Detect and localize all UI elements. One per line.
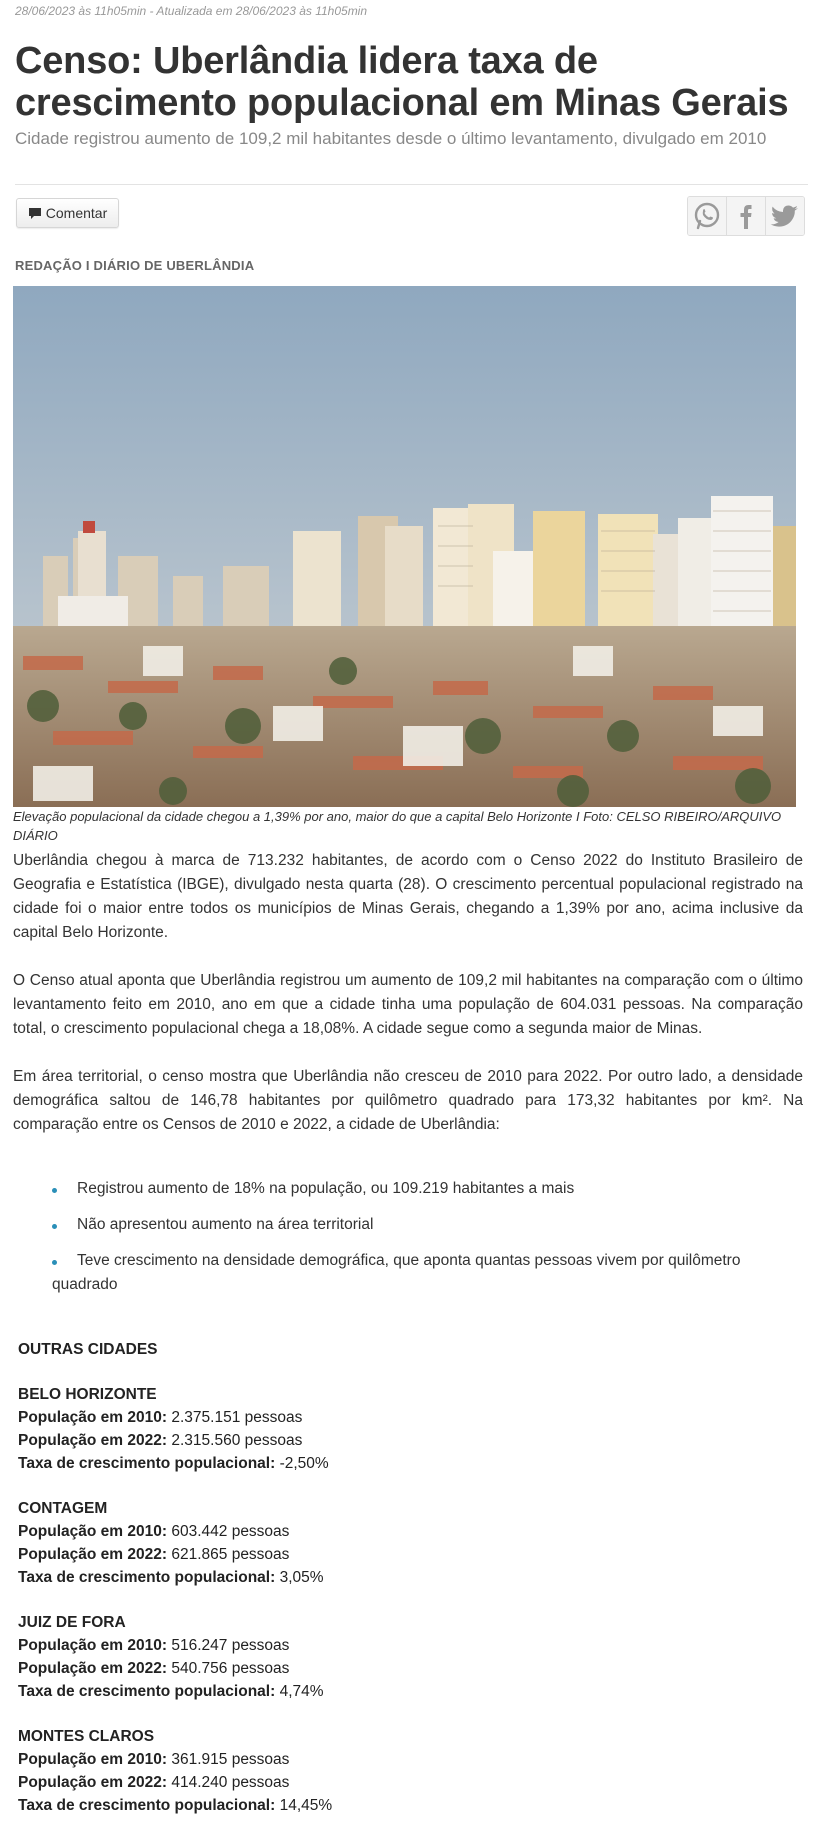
city-block: [18, 1611, 808, 1703]
article-photo: [13, 286, 796, 807]
city-name: JUIZ DE FORA: [18, 1614, 126, 1631]
city-name: MONTES CLAROS: [18, 1728, 155, 1745]
photo-caption: Elevação populacional da cidade chegou a 1,39% por ano, maior do que a capital Belo Horizonte I Foto: CELSO RIBEIRO/ARQUIVO DIÁRIO: [13, 809, 782, 843]
share-whatsapp-button[interactable]: [688, 197, 727, 235]
label-pop-2010: População em 2010:: [18, 1409, 168, 1426]
pop-2010-value: 516.247 pessoas: [171, 1637, 290, 1654]
bullet-dot: [52, 1188, 57, 1193]
list-item-text: Teve crescimento na densidade demográfica, que aponta quantas pessoas vivem por quilômetro quadrado: [52, 1252, 741, 1293]
label-growth-rate: Taxa de crescimento populacional:: [18, 1569, 276, 1586]
label-pop-2010: População em 2010:: [18, 1523, 168, 1540]
article-paragraph: Em área territorial, o censo mostra que Uberlândia não cresceu de 2010 para 2022. Por outro lado, a densidade demográfica saltou de 146,78 habitantes por quilômetro quadrado para 173,32 habitantes por km². Na comparação entre os Censos de 2010 e 2022, a cidade de Uberlândia:: [13, 1068, 803, 1133]
pop-2022-value: 621.865 pessoas: [171, 1546, 290, 1563]
comment-button-label: Comentar: [45, 205, 108, 221]
share-buttons: [687, 196, 805, 236]
list-item: [52, 1249, 803, 1297]
label-growth-rate: Taxa de crescimento populacional:: [18, 1683, 276, 1700]
comment-button[interactable]: [16, 198, 119, 228]
list-item-text: Não apresentou aumento na área territorial: [77, 1216, 374, 1233]
pop-2010-value: 603.442 pessoas: [171, 1523, 290, 1540]
label-growth-rate: Taxa de crescimento populacional:: [18, 1797, 276, 1814]
pop-2010-value: 2.375.151 pessoas: [171, 1409, 303, 1426]
article-subtitle: Cidade registrou aumento de 109,2 mil habitantes desde o último levantamento, divulgado em 2010: [15, 129, 767, 148]
list-item: [52, 1213, 803, 1237]
growth-rate-value: 4,74%: [279, 1683, 324, 1700]
pop-2010-value: 361.915 pessoas: [171, 1751, 290, 1768]
label-pop-2010: População em 2010:: [18, 1637, 168, 1654]
growth-rate-value: 14,45%: [279, 1797, 333, 1814]
share-facebook-button[interactable]: [727, 197, 766, 235]
growth-rate-value: 3,05%: [279, 1569, 324, 1586]
city-block: [18, 1497, 808, 1589]
label-pop-2022: População em 2022:: [18, 1432, 168, 1449]
article-paragraph: Uberlândia chegou à marca de 713.232 habitantes, de acordo com o Censo 2022 do Instituto Brasileiro de Geografia e Estatística (IBGE), divulgado nesta quarta (28). O crescimento percentual populacional registrado na cidade foi o maior entre todos os municípios de Minas Gerais, chegando a 1,39% por ano, acima inclusive da capital Belo Horizonte.: [13, 852, 803, 941]
speech-bubble-icon: [28, 207, 42, 220]
label-growth-rate: Taxa de crescimento populacional:: [18, 1455, 276, 1472]
bullet-list: [13, 1177, 803, 1297]
article-dateline: 28/06/2023 às 11h05min - Atualizada em 28/06/2023 às 11h05min: [15, 4, 368, 18]
city-name: BELO HORIZONTE: [18, 1386, 157, 1403]
article-body: [13, 849, 803, 1309]
pop-2022-value: 2.315.560 pessoas: [171, 1432, 303, 1449]
growth-rate-value: -2,50%: [279, 1455, 329, 1472]
label-pop-2022: População em 2022:: [18, 1774, 168, 1791]
bullet-dot: [52, 1224, 57, 1229]
header-divider: [15, 184, 808, 185]
list-item: [52, 1177, 803, 1201]
article-byline: REDAÇÃO I DIÁRIO DE UBERLÂNDIA: [15, 258, 255, 273]
article-paragraph: O Censo atual aponta que Uberlândia registrou um aumento de 109,2 mil habitantes na comparação com o último levantamento feito em 2010, ano em que a cidade tinha uma população de 604.031 pessoas. Na comparação total, o crescimento populacional chega a 18,08%. A cidade segue como a segunda maior de Minas.: [13, 972, 803, 1037]
facebook-icon: [736, 202, 756, 230]
article-title: Censo: Uberlândia lidera taxa de crescimento populacional em Minas Gerais: [15, 40, 789, 124]
city-block: [18, 1725, 808, 1817]
label-pop-2010: População em 2010:: [18, 1751, 168, 1768]
bullet-dot: [52, 1260, 57, 1265]
other-cities-section: [18, 1338, 808, 1839]
twitter-icon: [770, 204, 800, 228]
city-block: [18, 1383, 808, 1475]
share-twitter-button[interactable]: [766, 197, 804, 235]
pop-2022-value: 540.756 pessoas: [171, 1660, 290, 1677]
list-item-text: Registrou aumento de 18% na população, ou 109.219 habitantes a mais: [77, 1180, 575, 1197]
city-name: CONTAGEM: [18, 1500, 108, 1517]
label-pop-2022: População em 2022:: [18, 1546, 168, 1563]
whatsapp-icon: [693, 202, 721, 230]
other-cities-title: OUTRAS CIDADES: [18, 1341, 158, 1358]
label-pop-2022: População em 2022:: [18, 1660, 168, 1677]
pop-2022-value: 414.240 pessoas: [171, 1774, 290, 1791]
